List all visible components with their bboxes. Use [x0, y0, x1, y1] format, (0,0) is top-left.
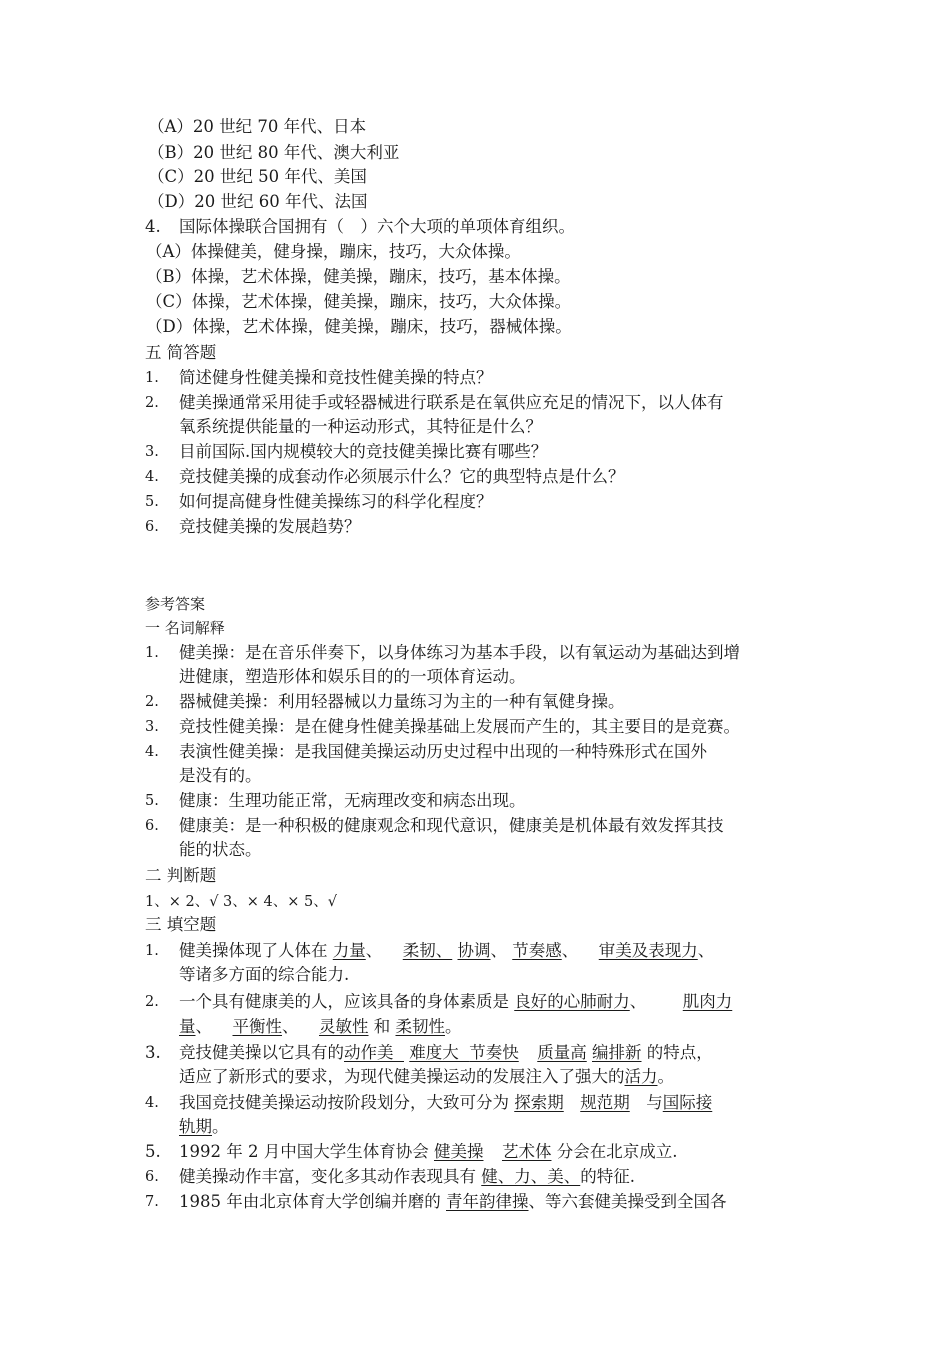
fill-blank: 量 — [179, 1017, 196, 1036]
a1-item-text: 进健康，塑造形体和娱乐目的的一项体育运动。 — [179, 667, 526, 686]
a1-item-text: 能的状态。 — [179, 840, 262, 859]
fill-blank: 柔韧性 — [395, 1017, 445, 1036]
fill-text: 的特点， — [646, 1043, 713, 1062]
fill-q5-number: 5. — [145, 1142, 161, 1161]
fill-blank: 编排新 — [592, 1043, 642, 1062]
fill-blank: 协调 — [457, 941, 491, 960]
s5-item-text: 竞技健美操的发展趋势？ — [179, 517, 361, 536]
fill-text: 、 — [365, 941, 383, 960]
fill-blank: 国际接 — [662, 1093, 713, 1112]
a1-item-number: 6. — [145, 818, 159, 834]
fill-blank: 动作美 — [344, 1043, 404, 1062]
fill-blank: 难度大 — [409, 1043, 470, 1062]
s5-item-number: 6. — [145, 519, 159, 535]
fill-blank: 健美操 — [433, 1142, 484, 1161]
a1-item-number: 2. — [145, 694, 159, 710]
q4-option-d: （D）体操，艺术体操，健美操，蹦床，技巧，器械体操。 — [146, 317, 572, 336]
fill-q3-number: 3. — [145, 1043, 161, 1062]
q3-option-b: （B）20 世纪 80 年代、澳大利亚 — [148, 143, 400, 162]
a1-item-number: 4. — [145, 744, 159, 760]
fill-text: 、等六套健美操受到全国各 — [528, 1192, 727, 1211]
q4-option-b: （B）体操，艺术体操，健美操，蹦床，技巧，基本体操。 — [146, 267, 571, 286]
fill-text: 竞技健美操以它具有的 — [179, 1043, 344, 1062]
fill-text: 、 — [697, 941, 715, 960]
fill-blank: 节奏感 — [512, 941, 562, 960]
fill-blank: 审美及表现力 — [598, 941, 698, 960]
a1-item-number: 1. — [145, 645, 159, 661]
fill-text: 适应了新形式的要求，为现代健美操运动的发展注入了强大的 — [179, 1067, 625, 1086]
a1-item-text: 健美操：是在音乐伴奏下，以身体练习为基本手段，以有氧运动为基础达到增 — [179, 643, 740, 662]
a1-item-text: 表演性健美操：是我国健美操运动历史过程中出现的一种特殊形式在国外 — [179, 742, 707, 761]
fill-q3-line2 — [179, 1065, 815, 1089]
fill-text: 健美操动作丰富，变化多其动作表现具有 — [179, 1167, 476, 1186]
a1-item-text: 健康：生理功能正常，无病理改变和病态出现。 — [179, 791, 526, 810]
fill-blank: 节奏快 — [469, 1043, 519, 1062]
fill-text: 1985 年由北京体育大学创编并磨的 — [179, 1192, 441, 1211]
fill-text: 的特征. — [580, 1167, 635, 1186]
fill-q5-line1 — [179, 1140, 815, 1164]
fill-q1-line2: 等诸多方面的综合能力. — [179, 965, 350, 984]
fill-text: 与 — [646, 1093, 663, 1112]
s5-item-number: 4. — [145, 469, 159, 485]
fill-q3-line1 — [179, 1041, 815, 1065]
fill-text: 。 — [212, 1117, 229, 1136]
q4-number: 4. — [145, 217, 161, 236]
s5-item-number: 3. — [145, 444, 159, 460]
fill-blank: 健、力、美、 — [481, 1167, 581, 1186]
fill-blank: 力量 — [332, 941, 366, 960]
a1-item-text: 竞技性健美操：是在健身性健美操基础上发展而产生的，其主要目的是竞赛。 — [179, 717, 740, 736]
fill-blank: 质量高 — [537, 1043, 587, 1062]
fill-text: 、 — [561, 941, 579, 960]
fill-q1-number: 1. — [145, 943, 159, 959]
s5-item-text: 简述健身性健美操和竞技性健美操的特点？ — [179, 368, 493, 387]
answers-section3-title: 三 填空题 — [145, 915, 217, 934]
s5-item-text: 如何提高健身性健美操练习的科学化程度？ — [179, 492, 493, 511]
fill-text: 、 — [629, 992, 647, 1011]
fill-q6-number: 6. — [145, 1169, 159, 1185]
s5-item-number: 5. — [145, 494, 159, 510]
q3-option-c: （C）20 世纪 50 年代、美国 — [148, 167, 367, 186]
fill-q6-line1 — [179, 1165, 815, 1189]
a1-item-text: 是没有的。 — [179, 766, 262, 785]
fill-blank: 规范期 — [580, 1093, 630, 1112]
fill-text: 健美操体现了人体在 — [179, 941, 328, 960]
fill-blank: 肌肉力 — [682, 992, 733, 1011]
fill-q4-number: 4. — [145, 1095, 159, 1111]
s5-item-number: 2. — [145, 395, 159, 411]
answers-section2-title: 二 判断题 — [145, 866, 217, 885]
a1-item-number: 3. — [145, 719, 159, 735]
a1-item-text: 健康美：是一种积极的健康观念和现代意识，健康美是机体最有效发挥其技 — [179, 816, 724, 835]
fill-q7-line1 — [179, 1190, 815, 1214]
a1-item-text: 器械健美操：利用轻器械以力量练习为主的一种有氧健身操。 — [179, 692, 625, 711]
s5-item-text: 健美操通常采用徒手或轻器械进行联系是在氧供应充足的情况下，以人体有 — [179, 393, 724, 412]
fill-q7-number: 7. — [145, 1194, 159, 1210]
fill-blank: 探索期 — [514, 1093, 564, 1112]
fill-blank: 轨期 — [179, 1117, 212, 1136]
fill-text: 。 — [657, 1067, 674, 1086]
q3-option-d: （D）20 世纪 60 年代、法国 — [148, 192, 368, 211]
fill-blank: 活力 — [624, 1067, 658, 1086]
fill-blank: 良好的心肺耐力 — [514, 992, 630, 1011]
a1-item-number: 5. — [145, 793, 159, 809]
fill-text: 和 — [373, 1017, 391, 1036]
fill-text: 、 — [490, 941, 507, 960]
s5-item-text: 竞技健美操的成套动作必须展示什么？它的典型特点是什么？ — [179, 467, 625, 486]
fill-q2-line1 — [179, 990, 815, 1014]
fill-text: 1992 年 2 月中国大学生体育协会 — [179, 1142, 429, 1161]
q4-option-a: （A）体操健美，健身操，蹦床，技巧，大众体操。 — [146, 242, 521, 261]
fill-q4-line1 — [179, 1091, 815, 1115]
fill-q2-line2 — [179, 1015, 815, 1039]
fill-blank: 柔韧、 — [402, 941, 453, 960]
fill-text: 分会在北京成立. — [556, 1142, 678, 1161]
section5-title: 五 简答题 — [145, 343, 217, 362]
fill-text: 我国竞技健美操运动按阶段划分，大致可分为 — [179, 1093, 509, 1112]
answers-section1-title: 一 名词解释 — [145, 619, 225, 637]
fill-q4-line2 — [179, 1115, 815, 1139]
fill-text: 、 — [195, 1017, 212, 1036]
fill-blank: 艺术体 — [501, 1142, 552, 1161]
fill-q2-number: 2. — [145, 994, 159, 1010]
fill-text: 。 — [445, 1017, 462, 1036]
fill-blank: 平衡性 — [232, 1017, 282, 1036]
fill-q1-line1 — [179, 939, 815, 963]
q3-option-a: （A）20 世纪 70 年代、日本 — [148, 117, 367, 136]
s5-item-text: 目前国际.国内规模较大的竞技健美操比赛有哪些？ — [179, 442, 548, 461]
fill-blank: 灵敏性 — [319, 1017, 369, 1036]
q4-option-c: （C）体操，艺术体操，健美操，蹦床，技巧，大众体操。 — [146, 292, 572, 311]
q4-text: 国际体操联合国拥有（ ）六个大项的单项体育组织。 — [179, 217, 575, 236]
fill-blank: 青年韵律操 — [446, 1192, 529, 1211]
s5-item-number: 1. — [145, 370, 159, 386]
judgement-answers: 1、× 2、√ 3、× 4、× 5、√ — [145, 894, 337, 910]
answers-title: 参考答案 — [145, 595, 206, 613]
fill-text: 、 — [282, 1017, 299, 1036]
fill-text: 一个具有健康美的人，应该具备的身体素质是 — [179, 992, 509, 1011]
s5-item-text: 氧系统提供能量的一种运动形式，其特征是什么？ — [179, 417, 542, 436]
